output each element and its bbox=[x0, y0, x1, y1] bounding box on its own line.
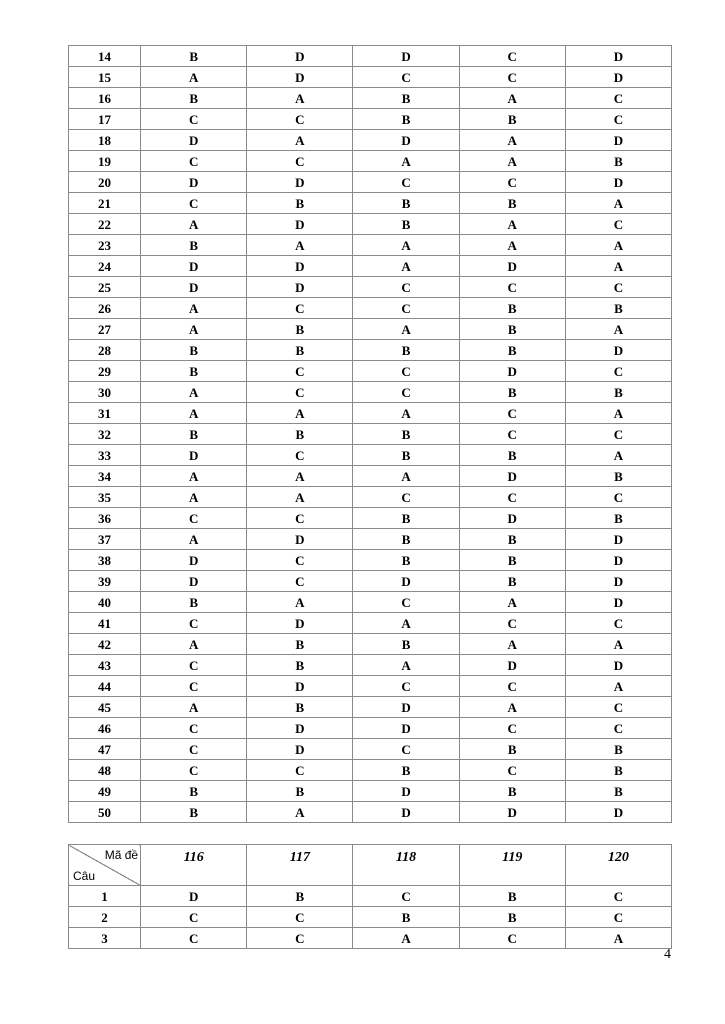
answer-cell: A bbox=[247, 802, 353, 823]
answer-cell: A bbox=[141, 466, 247, 487]
question-number-cell: 36 bbox=[69, 508, 141, 529]
answer-table-1 bbox=[68, 45, 672, 823]
answer-cell: C bbox=[565, 277, 671, 298]
exam-code-header: 119 bbox=[459, 845, 565, 886]
answer-cell: B bbox=[565, 298, 671, 319]
answer-cell: A bbox=[141, 487, 247, 508]
answer-cell: D bbox=[565, 172, 671, 193]
answer-cell: C bbox=[141, 655, 247, 676]
table-row bbox=[69, 445, 672, 466]
answer-cell: B bbox=[459, 382, 565, 403]
answer-cell: B bbox=[353, 760, 459, 781]
answer-cell: A bbox=[353, 319, 459, 340]
answer-cell: B bbox=[141, 235, 247, 256]
answer-cell: B bbox=[141, 781, 247, 802]
answer-cell: B bbox=[565, 382, 671, 403]
answer-cell: D bbox=[141, 277, 247, 298]
answer-cell: D bbox=[247, 529, 353, 550]
answer-cell: A bbox=[353, 151, 459, 172]
answer-cell: D bbox=[247, 613, 353, 634]
answer-cell: D bbox=[353, 781, 459, 802]
answer-cell: D bbox=[459, 256, 565, 277]
answer-cell: C bbox=[247, 382, 353, 403]
answer-cell: C bbox=[247, 109, 353, 130]
table-row bbox=[69, 697, 672, 718]
question-number-cell: 41 bbox=[69, 613, 141, 634]
answer-cell: A bbox=[247, 403, 353, 424]
answer-cell: C bbox=[565, 487, 671, 508]
table-row bbox=[69, 487, 672, 508]
answer-cell: A bbox=[353, 613, 459, 634]
answer-cell: A bbox=[459, 88, 565, 109]
question-number-cell: 43 bbox=[69, 655, 141, 676]
answer-cell: C bbox=[565, 613, 671, 634]
answer-cell: B bbox=[141, 361, 247, 382]
answer-cell: A bbox=[565, 928, 671, 949]
answer-cell: C bbox=[565, 88, 671, 109]
answer-cell: D bbox=[247, 718, 353, 739]
answer-cell: D bbox=[353, 718, 459, 739]
table-row bbox=[69, 235, 672, 256]
answer-cell: D bbox=[141, 571, 247, 592]
answer-cell: D bbox=[353, 697, 459, 718]
answer-cell: B bbox=[141, 88, 247, 109]
exam-code-header: 120 bbox=[565, 845, 671, 886]
answer-cell: D bbox=[353, 571, 459, 592]
answer-cell: B bbox=[459, 319, 565, 340]
answer-cell: C bbox=[141, 151, 247, 172]
answer-cell: D bbox=[459, 802, 565, 823]
answer-cell: C bbox=[247, 550, 353, 571]
answer-cell: C bbox=[353, 298, 459, 319]
answer-cell: C bbox=[459, 487, 565, 508]
answer-cell: D bbox=[141, 256, 247, 277]
answer-cell: A bbox=[141, 634, 247, 655]
answer-cell: A bbox=[247, 592, 353, 613]
answer-cell: A bbox=[459, 634, 565, 655]
question-number-cell: 35 bbox=[69, 487, 141, 508]
question-number-cell: 28 bbox=[69, 340, 141, 361]
answer-cell: C bbox=[459, 424, 565, 445]
answer-cell: B bbox=[353, 550, 459, 571]
answer-cell: B bbox=[459, 907, 565, 928]
answer-cell: A bbox=[141, 214, 247, 235]
table-row bbox=[69, 88, 672, 109]
answer-cell: A bbox=[247, 466, 353, 487]
question-number-cell: 14 bbox=[69, 46, 141, 67]
exam-code-header: 116 bbox=[141, 845, 247, 886]
answer-cell: C bbox=[353, 361, 459, 382]
answer-cell: B bbox=[459, 550, 565, 571]
answer-cell: B bbox=[353, 508, 459, 529]
answer-cell: A bbox=[353, 655, 459, 676]
table-row bbox=[69, 298, 672, 319]
answer-cell: D bbox=[247, 214, 353, 235]
answer-cell: B bbox=[247, 697, 353, 718]
question-number-cell: 27 bbox=[69, 319, 141, 340]
question-number-cell: 19 bbox=[69, 151, 141, 172]
answer-cell: C bbox=[459, 928, 565, 949]
answer-cell: C bbox=[565, 109, 671, 130]
answer-cell: C bbox=[247, 445, 353, 466]
answer-cell: B bbox=[565, 508, 671, 529]
question-number-cell: 40 bbox=[69, 592, 141, 613]
answer-cell: C bbox=[565, 907, 671, 928]
page-number: 4 bbox=[664, 947, 671, 962]
question-number-cell: 32 bbox=[69, 424, 141, 445]
answer-cell: A bbox=[141, 319, 247, 340]
answer-cell: B bbox=[459, 298, 565, 319]
answer-cell: B bbox=[459, 781, 565, 802]
question-number-cell: 48 bbox=[69, 760, 141, 781]
question-number-cell: 3 bbox=[69, 928, 141, 949]
answer-cell: C bbox=[565, 886, 671, 907]
answer-cell: A bbox=[565, 319, 671, 340]
answer-cell: A bbox=[565, 403, 671, 424]
answer-cell: B bbox=[247, 424, 353, 445]
table-row bbox=[69, 424, 672, 445]
answer-cell: B bbox=[247, 319, 353, 340]
answer-cell: D bbox=[459, 466, 565, 487]
answer-cell: B bbox=[459, 886, 565, 907]
answer-cell: A bbox=[565, 235, 671, 256]
answer-cell: C bbox=[247, 361, 353, 382]
table-row bbox=[69, 529, 672, 550]
answer-cell: D bbox=[459, 508, 565, 529]
table-row bbox=[69, 802, 672, 823]
answer-cell: A bbox=[565, 634, 671, 655]
question-number-cell: 33 bbox=[69, 445, 141, 466]
question-number-cell: 18 bbox=[69, 130, 141, 151]
question-number-cell: 34 bbox=[69, 466, 141, 487]
question-number-cell: 2 bbox=[69, 907, 141, 928]
answer-cell: D bbox=[565, 67, 671, 88]
answer-cell: C bbox=[141, 109, 247, 130]
answer-cell: B bbox=[459, 739, 565, 760]
table-row bbox=[69, 403, 672, 424]
answer-cell: B bbox=[459, 445, 565, 466]
answer-cell: C bbox=[353, 382, 459, 403]
answer-cell: B bbox=[247, 193, 353, 214]
table-header-row bbox=[69, 845, 672, 886]
answer-cell: A bbox=[141, 697, 247, 718]
answer-cell: D bbox=[565, 46, 671, 67]
table-row bbox=[69, 319, 672, 340]
table-row bbox=[69, 613, 672, 634]
table-row bbox=[69, 508, 672, 529]
question-number-cell: 15 bbox=[69, 67, 141, 88]
answer-cell: C bbox=[353, 487, 459, 508]
answer-cell: D bbox=[565, 340, 671, 361]
question-number-cell: 22 bbox=[69, 214, 141, 235]
question-number-cell: 24 bbox=[69, 256, 141, 277]
answer-cell: B bbox=[141, 340, 247, 361]
question-number-cell: 29 bbox=[69, 361, 141, 382]
table-row bbox=[69, 67, 672, 88]
question-number-cell: 39 bbox=[69, 571, 141, 592]
answer-cell: C bbox=[141, 718, 247, 739]
answer-cell: C bbox=[247, 151, 353, 172]
answer-cell: B bbox=[353, 634, 459, 655]
table-row bbox=[69, 130, 672, 151]
answer-cell: B bbox=[565, 466, 671, 487]
answer-cell: B bbox=[141, 424, 247, 445]
header-exam-code-label: Mã đề bbox=[104, 848, 139, 862]
answer-cell: C bbox=[459, 67, 565, 88]
answer-cell: C bbox=[353, 592, 459, 613]
answer-cell: B bbox=[459, 340, 565, 361]
table-row bbox=[69, 466, 672, 487]
answer-cell: C bbox=[353, 67, 459, 88]
answer-cell: A bbox=[565, 193, 671, 214]
answer-cell: C bbox=[459, 676, 565, 697]
answer-cell: D bbox=[565, 802, 671, 823]
question-number-cell: 45 bbox=[69, 697, 141, 718]
answer-cell: D bbox=[247, 256, 353, 277]
answer-cell: D bbox=[247, 676, 353, 697]
answer-cell: D bbox=[141, 886, 247, 907]
answer-cell: A bbox=[247, 130, 353, 151]
answer-cell: D bbox=[565, 529, 671, 550]
answer-cell: C bbox=[247, 928, 353, 949]
table-row bbox=[69, 907, 672, 928]
table-row bbox=[69, 382, 672, 403]
answer-cell: C bbox=[141, 613, 247, 634]
answer-cell: A bbox=[353, 466, 459, 487]
answer-cell: C bbox=[141, 760, 247, 781]
answer-cell: B bbox=[141, 46, 247, 67]
question-number-cell: 44 bbox=[69, 676, 141, 697]
answer-cell: D bbox=[247, 172, 353, 193]
question-number-cell: 16 bbox=[69, 88, 141, 109]
table-row bbox=[69, 361, 672, 382]
answer-cell: A bbox=[353, 928, 459, 949]
answer-cell: A bbox=[459, 130, 565, 151]
answer-cell: C bbox=[141, 676, 247, 697]
answer-cell: C bbox=[353, 739, 459, 760]
answer-cell: A bbox=[459, 235, 565, 256]
table-row bbox=[69, 739, 672, 760]
answer-cell: B bbox=[247, 340, 353, 361]
answer-cell: B bbox=[565, 781, 671, 802]
answer-cell: B bbox=[353, 109, 459, 130]
answer-cell: C bbox=[353, 886, 459, 907]
question-number-cell: 46 bbox=[69, 718, 141, 739]
table-row bbox=[69, 151, 672, 172]
answer-cell: A bbox=[459, 151, 565, 172]
answer-cell: A bbox=[353, 256, 459, 277]
answer-cell: C bbox=[247, 907, 353, 928]
question-number-cell: 30 bbox=[69, 382, 141, 403]
table-row bbox=[69, 655, 672, 676]
answer-cell: A bbox=[141, 298, 247, 319]
answer-cell: D bbox=[565, 130, 671, 151]
answer-cell: D bbox=[141, 130, 247, 151]
answer-cell: A bbox=[141, 529, 247, 550]
answer-cell: A bbox=[247, 235, 353, 256]
answer-cell: B bbox=[353, 88, 459, 109]
answer-cell: A bbox=[247, 487, 353, 508]
answer-cell: B bbox=[459, 571, 565, 592]
answer-cell: B bbox=[247, 634, 353, 655]
answer-cell: A bbox=[565, 256, 671, 277]
answer-cell: C bbox=[247, 571, 353, 592]
answer-cell: D bbox=[565, 550, 671, 571]
answer-cell: C bbox=[459, 277, 565, 298]
answer-cell: C bbox=[247, 508, 353, 529]
question-number-cell: 23 bbox=[69, 235, 141, 256]
answer-cell: C bbox=[141, 907, 247, 928]
answer-cell: C bbox=[565, 214, 671, 235]
answer-cell: D bbox=[247, 67, 353, 88]
answer-cell: D bbox=[459, 361, 565, 382]
answer-cell: B bbox=[353, 193, 459, 214]
answer-cell: C bbox=[565, 718, 671, 739]
answer-cell: B bbox=[353, 214, 459, 235]
table-row bbox=[69, 340, 672, 361]
question-number-cell: 1 bbox=[69, 886, 141, 907]
answer-cell: A bbox=[459, 214, 565, 235]
question-number-cell: 21 bbox=[69, 193, 141, 214]
answer-cell: C bbox=[141, 508, 247, 529]
answer-cell: C bbox=[141, 193, 247, 214]
table-row bbox=[69, 550, 672, 571]
table-row bbox=[69, 676, 672, 697]
answer-cell: C bbox=[459, 718, 565, 739]
answer-cell: D bbox=[247, 46, 353, 67]
answer-cell: B bbox=[141, 802, 247, 823]
answer-cell: C bbox=[565, 424, 671, 445]
table-row bbox=[69, 256, 672, 277]
question-number-cell: 42 bbox=[69, 634, 141, 655]
table-row bbox=[69, 277, 672, 298]
table-row bbox=[69, 928, 672, 949]
answer-cell: C bbox=[353, 277, 459, 298]
answer-cell: A bbox=[247, 88, 353, 109]
answer-cell: D bbox=[141, 550, 247, 571]
table-row bbox=[69, 109, 672, 130]
answer-cell: D bbox=[353, 46, 459, 67]
exam-code-header: 117 bbox=[247, 845, 353, 886]
answer-cell: C bbox=[247, 760, 353, 781]
answer-cell: D bbox=[247, 277, 353, 298]
answer-cell: C bbox=[459, 613, 565, 634]
answer-cell: B bbox=[565, 151, 671, 172]
answer-cell: B bbox=[459, 193, 565, 214]
answer-cell: B bbox=[247, 655, 353, 676]
table-row bbox=[69, 193, 672, 214]
table-row bbox=[69, 214, 672, 235]
answer-cell: D bbox=[141, 445, 247, 466]
table-row bbox=[69, 634, 672, 655]
answer-cell: B bbox=[565, 739, 671, 760]
answer-cell: D bbox=[565, 592, 671, 613]
answer-cell: B bbox=[247, 781, 353, 802]
answer-cell: B bbox=[353, 907, 459, 928]
question-number-cell: 37 bbox=[69, 529, 141, 550]
answer-cell: B bbox=[353, 445, 459, 466]
question-number-cell: 31 bbox=[69, 403, 141, 424]
answer-cell: C bbox=[459, 172, 565, 193]
answer-cell: A bbox=[141, 67, 247, 88]
question-number-cell: 38 bbox=[69, 550, 141, 571]
answer-cell: A bbox=[141, 382, 247, 403]
question-number-cell: 20 bbox=[69, 172, 141, 193]
answer-cell: C bbox=[459, 46, 565, 67]
table-row bbox=[69, 781, 672, 802]
answer-cell: A bbox=[353, 235, 459, 256]
answer-cell: D bbox=[247, 739, 353, 760]
answer-cell: A bbox=[565, 445, 671, 466]
table-row bbox=[69, 46, 672, 67]
answer-cell: D bbox=[353, 130, 459, 151]
table-row bbox=[69, 592, 672, 613]
answer-cell: D bbox=[353, 802, 459, 823]
exam-code-header: 118 bbox=[353, 845, 459, 886]
question-number-cell: 25 bbox=[69, 277, 141, 298]
answer-cell: C bbox=[565, 697, 671, 718]
table-row bbox=[69, 571, 672, 592]
answer-cell: D bbox=[565, 571, 671, 592]
answer-table-2 bbox=[68, 844, 672, 949]
question-number-cell: 49 bbox=[69, 781, 141, 802]
answer-cell: C bbox=[459, 403, 565, 424]
answer-cell: C bbox=[353, 676, 459, 697]
header-question-label: Câu bbox=[73, 869, 96, 883]
table-row bbox=[69, 760, 672, 781]
answer-cell: B bbox=[353, 340, 459, 361]
table-row bbox=[69, 886, 672, 907]
answer-cell: A bbox=[353, 403, 459, 424]
answer-cell: B bbox=[565, 760, 671, 781]
answer-cell: B bbox=[459, 109, 565, 130]
question-number-cell: 50 bbox=[69, 802, 141, 823]
answer-cell: B bbox=[353, 424, 459, 445]
answer-cell: C bbox=[141, 928, 247, 949]
question-number-cell: 47 bbox=[69, 739, 141, 760]
header-diagonal-cell bbox=[69, 845, 141, 886]
answer-cell: C bbox=[459, 760, 565, 781]
answer-cell: D bbox=[459, 655, 565, 676]
answer-cell: A bbox=[565, 676, 671, 697]
answer-cell: D bbox=[141, 172, 247, 193]
answer-cell: C bbox=[141, 739, 247, 760]
answer-cell: B bbox=[459, 529, 565, 550]
answer-cell: D bbox=[565, 655, 671, 676]
answer-cell: B bbox=[141, 592, 247, 613]
answer-cell: A bbox=[141, 403, 247, 424]
question-number-cell: 26 bbox=[69, 298, 141, 319]
answer-cell: B bbox=[353, 529, 459, 550]
answer-cell: C bbox=[565, 361, 671, 382]
answer-cell: A bbox=[459, 592, 565, 613]
answer-cell: C bbox=[247, 298, 353, 319]
answer-cell: A bbox=[459, 697, 565, 718]
question-number-cell: 17 bbox=[69, 109, 141, 130]
table-row bbox=[69, 718, 672, 739]
table-row bbox=[69, 172, 672, 193]
answer-cell: B bbox=[247, 886, 353, 907]
answer-cell: C bbox=[353, 172, 459, 193]
